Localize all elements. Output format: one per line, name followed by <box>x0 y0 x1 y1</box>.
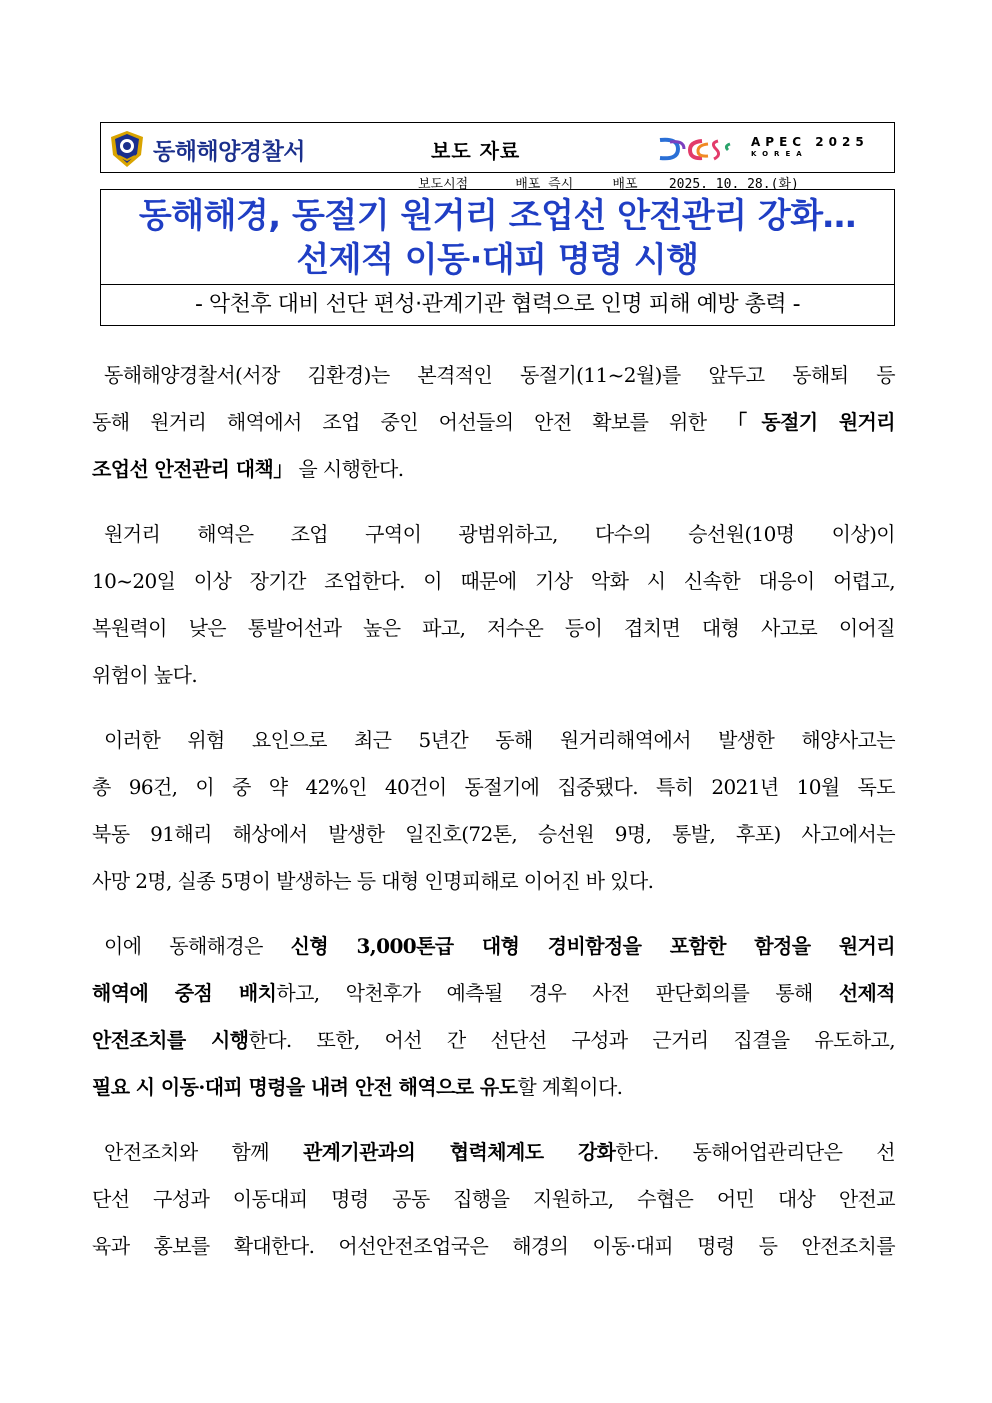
text-line: 총 96건, 이 중 약 42%인 40건이 동절기에 집중됐다. 특히 2021년 10월 독도 <box>92 775 895 799</box>
text-run: 한다. 또한, 어선 간 선단선 구성과 근거리 집결을 유도하고, <box>248 1028 895 1052</box>
apec-text <box>751 135 869 158</box>
text-line: 원거리 해역은 조업 구역이 광범위하고, 다수의 승선원(10명 이상)이 <box>104 522 895 546</box>
text-line <box>92 1064 895 1111</box>
emphasis-text: 조업선 안전관리 대책」 <box>92 457 293 481</box>
emphasis-text: 관계기관과의 협력체계도 강화 <box>302 1140 616 1164</box>
text-run: 할 계획이다. <box>517 1075 623 1099</box>
text-line: 사망 2명, 실종 5명이 발생하는 등 대형 인명피해로 이어진 바 있다. <box>92 869 654 893</box>
text-line: 동해해양경찰서(서장 김환경)는 본격적인 동절기(11~2월)를 앞두고 동해퇴 등 <box>104 363 895 387</box>
coast-guard-emblem-icon <box>107 129 147 169</box>
text-run: 안전조치와 함께 <box>104 1140 303 1164</box>
release-date: 2025. 10. 28.(화) <box>668 177 799 192</box>
subtitle: - 악천후 대비 선단 편성·관계기관 협력으로 인명 피해 예방 총력 - <box>194 292 801 317</box>
org-name: 동해해양경찰서 <box>153 138 306 165</box>
text-line <box>92 399 895 446</box>
text-run: 동해 원거리 해역에서 조업 중인 어선들의 안전 확보를 위한 <box>92 410 728 434</box>
paragraph-2 <box>92 511 895 699</box>
paragraph-4 <box>92 923 895 1111</box>
org-brand <box>107 129 305 169</box>
text-run: 하고, 악천후가 예측될 경우 사전 판단회의를 통해 <box>276 981 839 1005</box>
emphasis-text: 「동절기 원거리 <box>727 410 895 434</box>
apec-wave-logo-icon <box>656 132 746 166</box>
emphasis-text: 신형 3,000톤급 대형 경비함정을 포함한 함정을 원거리 <box>290 934 895 958</box>
apec-sub-text: KOREA <box>751 150 808 158</box>
text-line: 단선 구성과 이동대피 명령 공동 집행을 지원하고, 수협은 어민 대상 안전교 <box>92 1187 895 1211</box>
text-line <box>92 923 895 970</box>
subtitle-box <box>100 285 895 326</box>
emphasis-text: 선제적 <box>838 981 895 1005</box>
text-line: 위험이 높다. <box>92 663 198 687</box>
text-run: 한다. 동해어업관리단은 선 <box>615 1140 895 1164</box>
text-line: 북동 91해리 해상에서 발생한 일진호(72톤, 승선원 9명, 통발, 후포) 사고에서는 <box>92 822 895 846</box>
headline-line-2: 선제적 이동·대피 명령 시행 <box>296 240 699 280</box>
text-run: 이에 동해해경은 <box>104 934 291 958</box>
text-line: 육과 홍보를 확대한다. 어선안전조업국은 해경의 이동·대피 명령 등 안전조치를 <box>92 1234 895 1258</box>
title-box <box>100 189 895 285</box>
paragraph-3 <box>92 717 895 905</box>
header-box <box>100 122 895 173</box>
article-body <box>92 352 895 1288</box>
doc-type: 보도 자료 <box>431 139 521 163</box>
emphasis-text: 해역에 중점 배치 <box>92 981 277 1005</box>
release-timing: 배포 즉시 <box>515 177 574 192</box>
text-line: 복원력이 낮은 통발어선과 높은 파고, 저수온 등이 겹치면 대형 사고로 이어질 <box>92 616 895 640</box>
emphasis-text: 안전조치를 시행 <box>92 1028 249 1052</box>
text-line <box>92 446 895 493</box>
text-line: 10~20일 이상 장기간 조업한다. 이 때문에 기상 악화 시 신속한 대응이 어렵고, <box>92 569 895 593</box>
emphasis-text: 필요 시 이동·대피 명령을 내려 안전 해역으로 유도 <box>92 1075 518 1099</box>
text-line <box>92 970 895 1017</box>
apec-main-text: APEC 2025 <box>751 135 869 149</box>
release-label: 보도시점 <box>418 177 469 192</box>
paragraph-5 <box>92 1129 895 1270</box>
apec-logo <box>656 132 871 166</box>
paragraph-1 <box>92 352 895 493</box>
text-line: 이러한 위험 요인으로 최근 5년간 동해 원거리해역에서 발생한 해양사고는 <box>104 728 895 752</box>
text-run: 을 시행한다. <box>298 457 404 481</box>
text-line <box>92 1017 895 1064</box>
distribution-label: 배포 <box>612 177 638 192</box>
text-line <box>92 1129 895 1176</box>
headline-line-1: 동해해경, 동절기 원거리 조업선 안전관리 강화… <box>138 196 857 236</box>
